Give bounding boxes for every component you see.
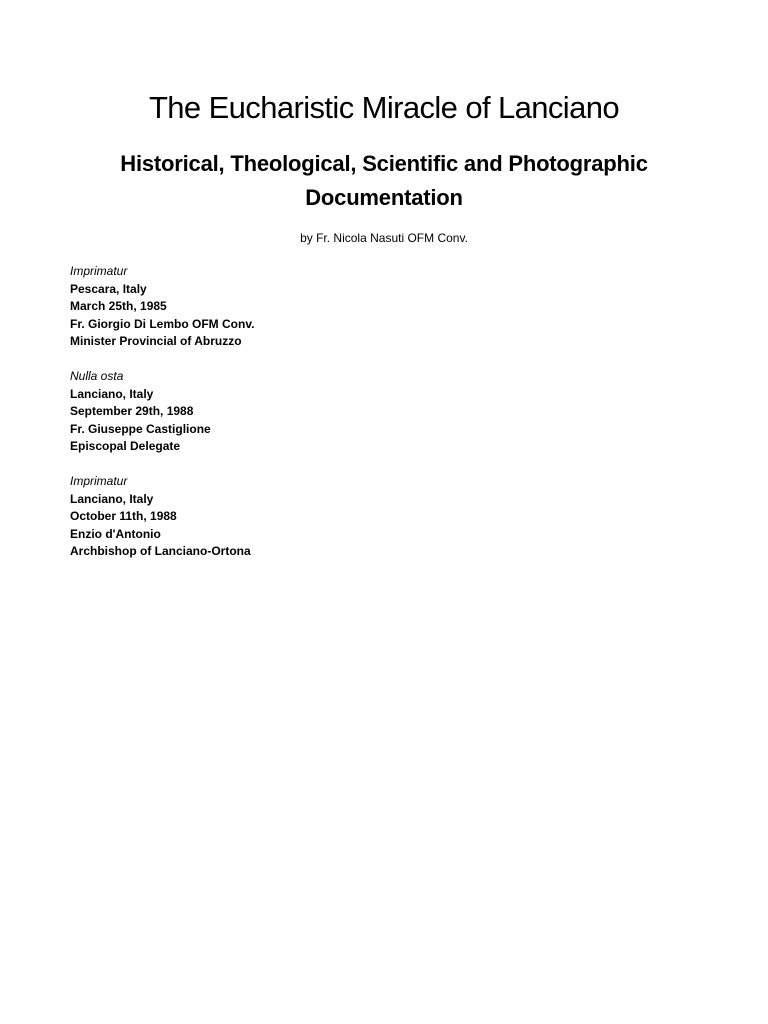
approval-place: Lanciano, Italy [70,491,154,506]
approval-block-1 [70,263,470,351]
approval-type: Imprimatur [70,264,128,278]
approval-name: Fr. Giuseppe Castiglione [70,421,211,436]
approval-place: Pescara, Italy [70,281,147,296]
approval-office: Archbishop of Lanciano-Ortona [70,544,251,558]
approval-name: Fr. Giorgio Di Lembo OFM Conv. [70,316,255,331]
approval-office: Minister Provincial of Abruzzo [70,334,242,348]
approval-date: March 25th, 1985 [70,299,167,313]
approval-place: Lanciano, Italy [70,386,154,401]
approval-block-3 [70,473,470,561]
approval-block-2 [70,368,470,456]
approval-office: Episcopal Delegate [70,439,181,453]
approvals-section [70,263,470,578]
author-byline: by Fr. Nicola Nasuti OFM Conv. [300,231,468,245]
document-title: The Eucharistic Miracle of Lanciano [148,90,620,125]
approval-name: Enzio d'Antonio [70,526,161,541]
approval-date: October 11th, 1988 [70,509,177,523]
approval-type: Imprimatur [70,474,128,488]
approval-date: September 29th, 1988 [70,404,194,418]
approval-type: Nulla osta [70,369,124,383]
document-subtitle: Historical, Theological, Scientific and Photographic Documentation [120,151,648,210]
